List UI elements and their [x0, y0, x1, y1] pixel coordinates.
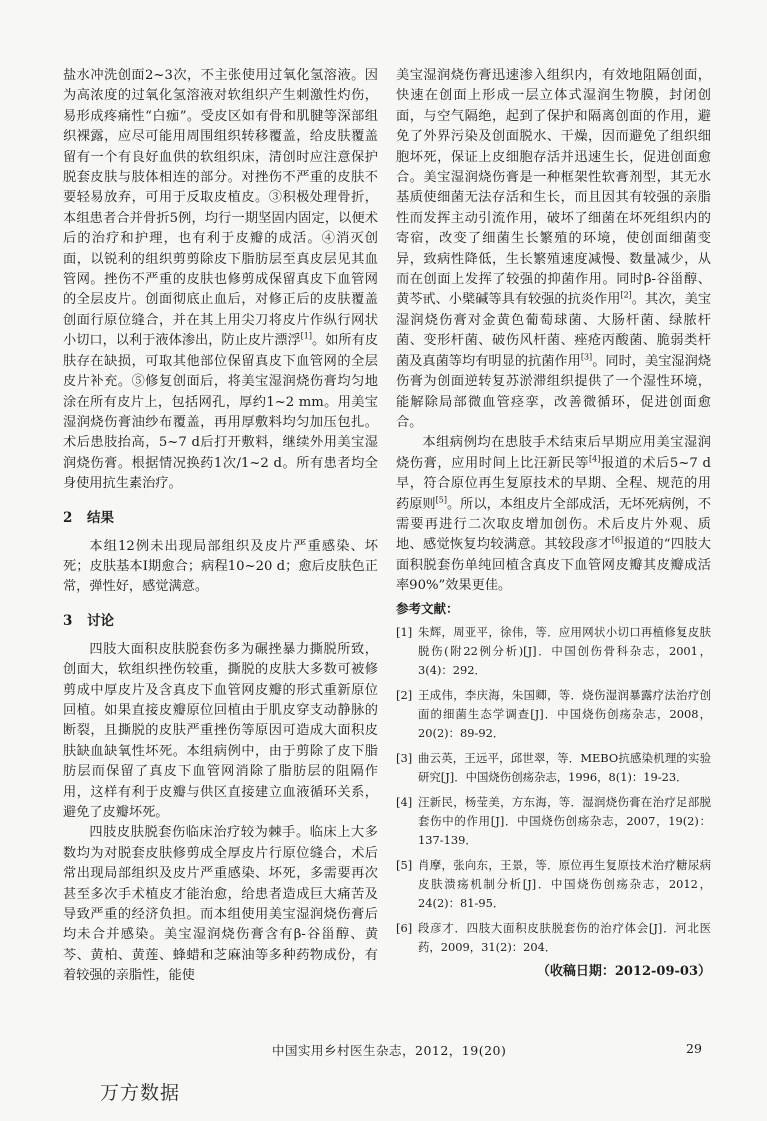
- methods-paragraph: [63, 66, 378, 495]
- discussion-text-b4: 报道的“四肢大面积脱套伤单纯回植含真皮下血管网皮瓣其皮瓣成活率90%”效果更佳。: [396, 537, 711, 594]
- left-column: [63, 66, 378, 987]
- section-2-number: 2: [63, 509, 73, 526]
- reference-number: [2]: [396, 687, 413, 702]
- reference-text: 曲云英，王远平，邱世翠，等．MEBO抗感染机理的实验研究[J]．中国烧伤创疡杂志，1996，8(1)：19-23．: [418, 750, 711, 784]
- citation-3[interactable]: [3]: [580, 352, 593, 362]
- reference-item: [396, 623, 711, 680]
- reference-item: [396, 793, 711, 850]
- discussion-text-a3: 。同时，美宝湿润烧伤膏为创面逆转复苏淤滞组织提供了一个湿性环境，能解除局部微血管痉挛，改善微循环，促进创面愈合。: [396, 353, 712, 430]
- citation-5[interactable]: [5]: [435, 495, 447, 505]
- reference-item: [396, 686, 711, 743]
- section-3-heading: [63, 612, 378, 630]
- reference-item: [396, 919, 711, 957]
- references-title: 参考文献：: [396, 600, 459, 616]
- journal-footer: 中国实用乡村医生杂志，2012，19(20): [272, 1043, 507, 1058]
- reference-number: [3]: [396, 750, 413, 765]
- citation-2[interactable]: [2]: [620, 291, 632, 301]
- section-3-title: 讨论: [87, 612, 114, 629]
- reference-number: [5]: [396, 857, 413, 872]
- page-number: 29: [686, 1041, 702, 1056]
- reference-number: [4]: [396, 794, 413, 809]
- reference-text: 段彦才．四肢大面积皮肤脱套伤的治疗体会[J]．河北医药，2009，31(2)：204．: [418, 920, 711, 954]
- reference-text: 王成伟，李庆海，朱国卿，等．烧伤湿润暴露疗法治疗创面的细菌生态学调查[J]．中国烧伤创疡杂志，2008，20(2)：89-92．: [418, 687, 711, 740]
- section-3-number: 3: [63, 612, 73, 629]
- discussion-paragraph-3: [396, 66, 711, 433]
- reference-text: 肖摩，张向东，王景，等．原位再生复原技术治疗糖尿病皮肤溃疡机制分析[J]．中国烧伤创疡杂志，2012，24(2)：81-95．: [418, 857, 711, 910]
- received-date: （收稿日期：2012-09-03）: [536, 963, 711, 979]
- discussion-text-b2: 报道的术后5~7 d早，符合原位再生复原技术的早期、全程、规范的用药原则: [396, 455, 712, 512]
- methods-text-a: 盐水冲洗创面2~3次，不主张使用过氧化氢溶液。因为高浓度的过氧化氢溶液对软组织产生刺激性灼伤，易形成疼痛性“白痂”。受皮区如有骨和肌腱等深部组织裸露，应尽可能用周围组织转移覆盖，给皮肤覆盖留有一个有良好血供的软组织床，清创时应注意保护脱套皮肤与肢体相连的部分。对挫伤不严重的皮肤不要轻易放弃，可用于反取皮植皮。③积极处理骨折，本组患者合并骨折5例，均行一期坚固内固定，以便术后的治疗和护理，也有利于皮瓣的成活。④消灭创面，以锐利的组织剪剪除皮下脂肪层至真皮层见其血管网。挫伤不严重的皮肤也修剪成保留真皮下血管网的全层皮片。创面彻底止血后，对修正后的皮肤覆盖创面行原位缝合，并在其上用尖刀将皮片作纵行网状小切口，以利于液体渗出，防止皮片漂浮: [63, 68, 378, 349]
- reference-text: 朱辉，周亚平，徐伟，等．应用网状小切口再植修复皮肤脱伤(附22例分析)[J]．中国创伤骨科杂志，2001，3(4)：292．: [418, 624, 711, 677]
- discussion-text-b3: 。所以，本组皮片全部成活，无坏死病例，不需要再进行二次取皮增加创伤。术后皮片外观、质地、感觉恢复均较满意。其较段彦才: [396, 496, 712, 553]
- reference-list: [396, 623, 711, 957]
- section-2-title: 结果: [87, 509, 114, 526]
- discussion-text-a2: 。其次，美宝湿润烧伤膏对金黄色葡萄球菌、大肠杆菌、绿脓杆菌、变形杆菌、破伤风杆菌、痤疮丙酸菌、脆弱类杆菌及真菌等均有明显的抗菌作用: [396, 292, 712, 369]
- discussion-paragraph-2: 四肢皮肤脱套伤临床治疗较为棘手。临床上大多数均为对脱套皮肤修剪成全厚皮片行原位缝合，术后常出现局部组织及皮片严重感染、坏死，多需要再次甚至多次手术植皮才能治愈，给患者造成巨大痛苦及导致严重的经济负担。而本组使用美宝湿润烧伤膏后均未合并感染。美宝湿润烧伤膏含有β-谷甾醇、黄芩、黄柏、黄莲、蜂蜡和芝麻油等多种药物成份，有着较强的亲脂性，能使: [63, 825, 378, 984]
- reference-text: 汪新民，杨莹美，方东海，等．湿润烧伤膏在治疗足部脱套伤中的作用[J]．中国烧伤创疡杂志，2007，19(2)：137-139．: [418, 794, 711, 847]
- citation-6[interactable]: [6]: [611, 535, 624, 545]
- reference-number: [1]: [396, 624, 413, 639]
- citation-1[interactable]: [1]: [300, 331, 312, 341]
- discussion-paragraph-1: 四肢大面积皮肤脱套伤多为碾挫暴力撕脱所致，创面大，软组织挫伤较重，撕脱的皮肤大多数可被修剪成中厚皮片及含真皮下血管网皮瓣的形式重新原位回植。如果直接皮瓣原位回植由于肌皮穿支动静脉的断裂，且撕脱的皮肤严重挫伤等原因可造成大面积皮肤缺血缺氧性坏死。本组病例中，由于剪除了皮下脂肪层而保留了真皮下血管网消除了脂肪层的阻隔作用，这样有利于皮瓣与供区直接建立血液循环关系，避免了皮瓣坏死。: [63, 641, 378, 820]
- right-column: [396, 66, 711, 981]
- discussion-text-b1: 本组病例均在患肢手术结束后早期应用美宝湿润烧伤膏，应用时间上比汪新民等: [396, 435, 711, 471]
- citation-4[interactable]: [4]: [589, 454, 601, 464]
- reference-item: [396, 856, 711, 913]
- discussion-paragraph-4: [396, 433, 711, 596]
- reference-number: [6]: [396, 920, 413, 935]
- methods-text-b: 。如所有皮肤存在缺损，可取其他部位保留真皮下血管网的全层皮片补充。⑤修复创面后，将美宝湿润烧伤膏均匀地涂在所有皮片上，包括网孔，厚约1~2 mm。用美宝湿润烧伤膏油纱布覆盖，再用厚敷料均匀加压包扎。术后患肢抬高，5~7 d后打开敷料，继续外用美宝湿润烧伤膏。根据情况换药1次/1~2 d。所有患者均全身使用抗生素治疗。: [63, 333, 379, 492]
- discussion-text-a1: 美宝湿润烧伤膏迅速渗入组织内，有效地阻隔创面，快速在创面上形成一层立体式湿润生物膜，封闭创面，与空气隔绝，起到了保护和隔离创面的作用，避免了外界污染及创面脱水、干燥，因而避免了组织细胞坏死，保证上皮细胞存活并迅速生长，促进创面愈合。美宝湿润烧伤膏是一种框架性软膏剂型，其无水基质使细菌无法存活和生长，而且因其有较强的亲脂性而发挥主动引流作用，破坏了细菌在坏死组织内的寄宿，改变了细菌生长繁殖的环境，使创面细菌变异，致病性降低，生长繁殖速度减慢、数量减少，从而在创面上发挥了较强的抑菌作用。同时β-谷甾醇、黄芩甙、小檗碱等具有较强的抗炎作用: [396, 68, 711, 308]
- watermark-text: 万方数据: [100, 1082, 181, 1104]
- results-paragraph: 本组12例未出现局部组织及皮片严重感染、坏死；皮肤基本Ⅰ期愈合；病程10~20 d；愈后皮肤色正常，弹性好，感觉满意。: [63, 538, 378, 595]
- reference-item: [396, 749, 711, 787]
- section-2-heading: [63, 509, 378, 527]
